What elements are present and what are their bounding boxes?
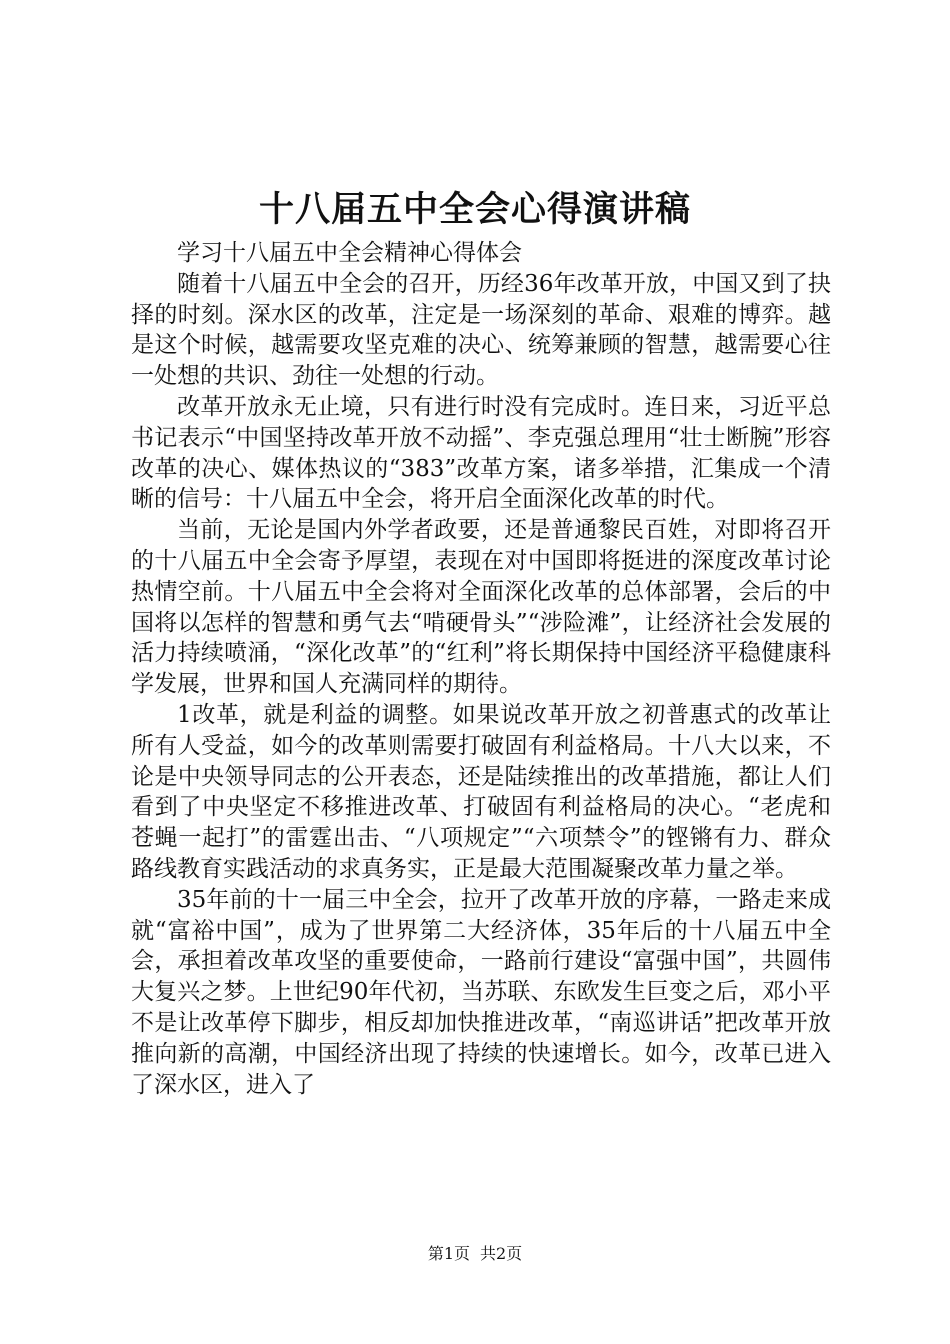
paragraph-subtitle: 学习十八届五中全会精神心得体会: [177, 240, 522, 266]
paragraph: 随着十八届五中全会的召开，历经36年改革开放，中国又到了抉择的时刻。深水区的改革，注定是一场深刻的革命、艰难的博弈。越是这个时候，越需要攻坚克难的决心、统筹兼顾的智慧，越需要心往一处想的共识、劲往一处想的行动。: [131, 270, 831, 390]
paragraph: 当前，无论是国内外学者政要，还是普通黎民百姓，对即将召开的十八届五中全会寄予厚望，表现在对中国即将挺进的深度改革讨论热情空前。十八届五中全会将对全面深化改革的总体部署，会后的中国将以怎样的智慧和勇气去“啃硬骨头”“涉险滩”，让经济社会发展的活力持续喷涌，“深化改革”的“红利”将长期保持中国经济平稳健康科学发展，世界和国人充满同样的期待。: [131, 517, 831, 698]
document-title: 十八届五中全会心得演讲稿: [258, 189, 691, 230]
page-footer: [0, 1244, 950, 1264]
paragraph: 改革开放永无止境，只有进行时没有完成时。连日来，习近平总书记表示“中国坚持改革开放不动摇”、李克强总理用“壮士断腕”形容改革的决心、媒体热议的“383”改革方案，诸多举措，汇集成一个清晰的信号：十八届五中全会，将开启全面深化改革的时代。: [131, 393, 831, 513]
paragraph: 35年前的十一届三中全会，拉开了改革开放的序幕，一路走来成就“富裕中国”，成为了世界第二大经济体，35年后的十八届五中全会，承担着改革攻坚的重要使命，一路前行建设“富强中国”，共圆伟大复兴之梦。上世纪90年代初，当苏联、东欧发生巨变之后，邓小平不是让改革停下脚步，相反却加快推进改革，“南巡讲话”把改革开放推向新的高潮，中国经济出现了持续的快速增长。如今，改革已进入了深水区，进入了: [131, 886, 831, 1098]
page-total: 共2页: [480, 1244, 523, 1263]
paragraph: 1改革，就是利益的调整。如果说改革开放之初普惠式的改革让所有人受益，如今的改革则需要打破固有利益格局。十八大以来，不论是中央领导同志的公开表态，还是陆续推出的改革措施，都让人们看到了中央坚定不移推进改革、打破固有利益格局的决心。“老虎和苍蝇一起打”的雷霆出击、“八项规定”“六项禁令”的铿锵有力、群众路线教育实践活动的求真务实，正是最大范围凝聚改革力量之举。: [131, 701, 831, 882]
document-body: [131, 238, 831, 1100]
page-number: 第1页: [427, 1244, 470, 1263]
